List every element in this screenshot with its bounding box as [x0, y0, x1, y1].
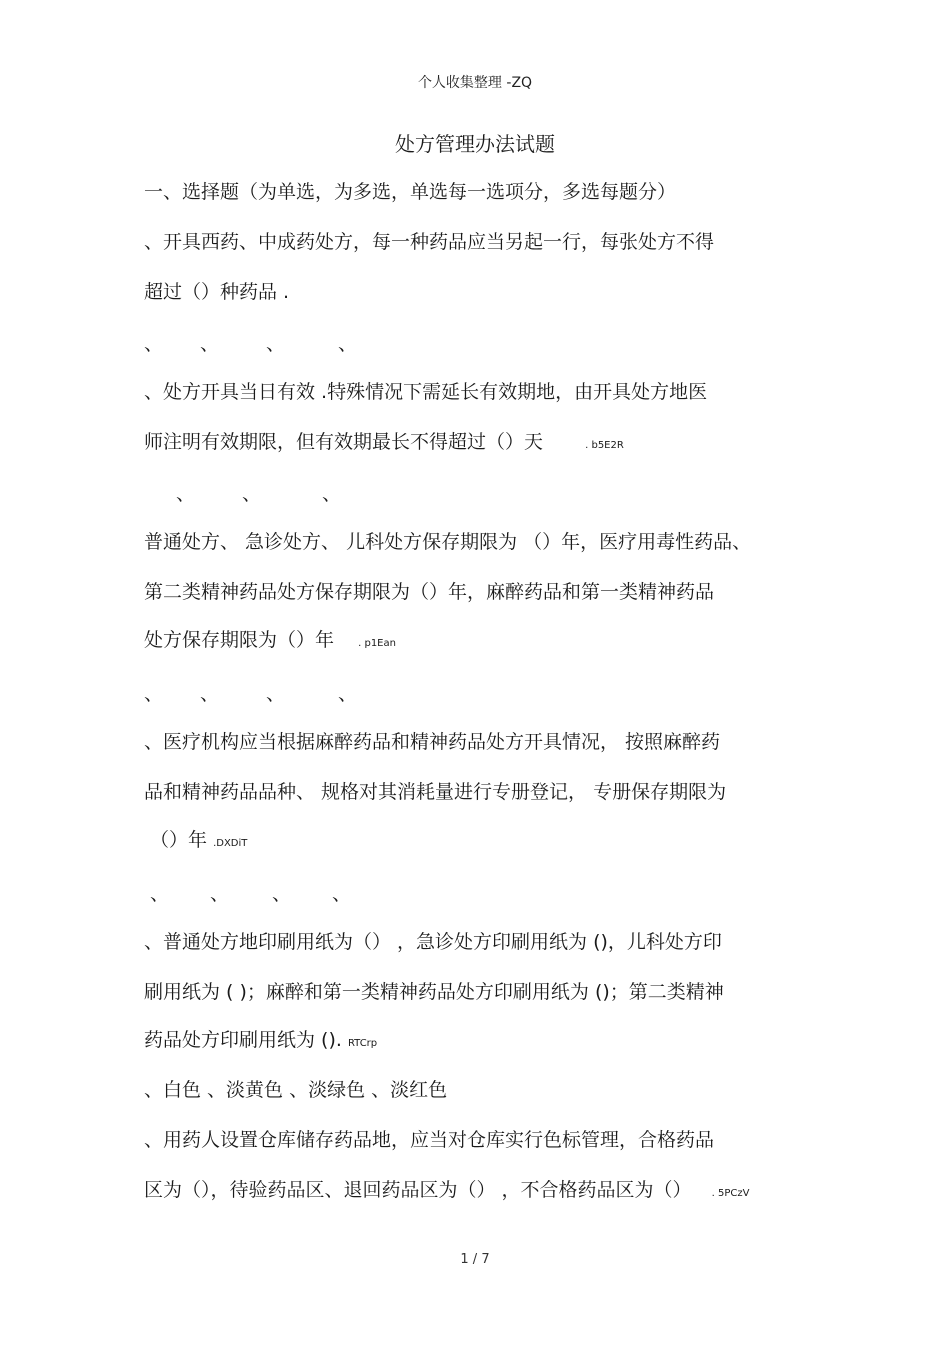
q3-line1: 普通处方、 急诊处方、 儿科处方保存期限为 （）年，医疗用毒性药品、 [144, 531, 752, 553]
q6-mark: . 5PCzV [711, 1188, 750, 1199]
q1-option-b: 、 [200, 333, 220, 355]
q2-option-b: 、 [242, 483, 262, 505]
q5-color-options: 、白色 、淡黄色 、淡绿色 、淡红色 [144, 1079, 448, 1101]
q2-option-a: 、 [176, 483, 196, 505]
q5-line3-text: 药品处方印刷用纸为 (). [144, 1029, 342, 1051]
q5-line3 [144, 1026, 377, 1058]
q4-line2: 品和精神药品品种、 规格对其消耗量进行专册登记， 专册保存期限为 [144, 781, 727, 803]
q3-option-a: 、 [144, 683, 164, 705]
q1-option-d: 、 [338, 333, 358, 355]
q6-line1: 、用药人设置仓库储存药品地，应当对仓库实行色标管理，合格药品 [144, 1129, 715, 1151]
q2-option-c: 、 [322, 483, 342, 505]
q4-mark: .DXDiT [213, 838, 248, 849]
q6-line2 [144, 1176, 749, 1208]
document-title: 处方管理办法试题 [395, 132, 555, 156]
q1-option-c: 、 [266, 333, 286, 355]
q4-option-d: 、 [332, 883, 352, 905]
q4-line1: 、医疗机构应当根据麻醉药品和精神药品处方开具情况， 按照麻醉药 [144, 731, 721, 753]
q3-option-c: 、 [266, 683, 286, 705]
q4-option-c: 、 [272, 883, 292, 905]
section-heading: 一、选择题（为单选，为多选，单选每一选项分，多选每题分） [144, 181, 677, 203]
q4-line3 [150, 826, 247, 858]
q3-mark: . p1Ean [358, 638, 396, 649]
q1-line1: 、开具西药、中成药处方，每一种药品应当另起一行，每张处方不得 [144, 231, 715, 253]
page-header: 个人收集整理 -ZQ [417, 75, 533, 91]
q5-line1: 、普通处方地印刷用纸为（） ，急诊处方印刷用纸为 ()，儿科处方印 [144, 931, 722, 953]
q2-line2 [144, 428, 624, 460]
q2-line1: 、处方开具当日有效 .特殊情况下需延长有效期地，由开具处方地医 [144, 381, 708, 403]
q6-line2-text: 区为（），待验药品区、退回药品区为（） ，不合格药品区为（） [144, 1179, 692, 1201]
page-number: 1 / 7 [460, 1252, 490, 1267]
q3-option-b: 、 [200, 683, 220, 705]
q3-line3-text: 处方保存期限为（）年 [144, 629, 335, 651]
q5-line2: 刷用纸为 ( )；麻醉和第一类精神药品处方印刷用纸为 ()；第二类精神 [144, 981, 724, 1003]
q4-option-a: 、 [150, 883, 170, 905]
q5-mark: RTCrp [347, 1038, 378, 1049]
q2-line2-text: 师注明有效期限，但有效期最长不得超过（）天 [144, 431, 544, 453]
q3-option-d: 、 [338, 683, 358, 705]
q4-option-b: 、 [210, 883, 230, 905]
q3-line2: 第二类精神药品处方保存期限为（）年，麻醉药品和第一类精神药品 [144, 581, 715, 603]
q3-line3 [144, 626, 396, 658]
q1-line2: 超过（）种药品 . [144, 281, 290, 303]
q4-line3-text: （）年 [150, 829, 208, 851]
q2-mark: . b5E2R [585, 440, 624, 451]
q1-option-a: 、 [144, 333, 164, 355]
